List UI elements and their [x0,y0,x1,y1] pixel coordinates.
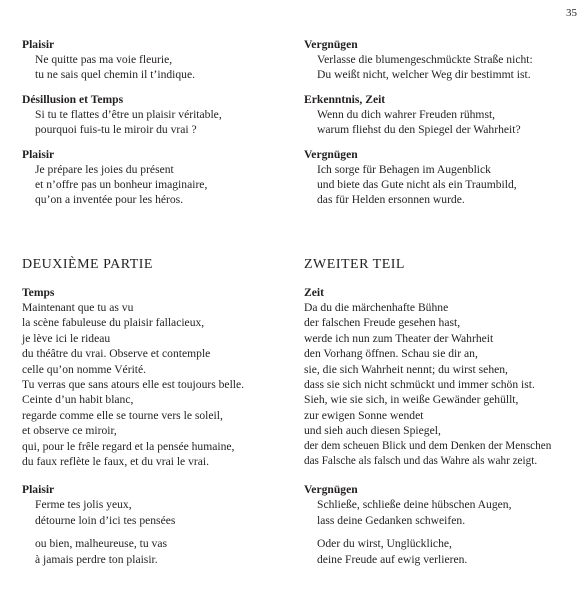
verse-line: ou bien, malheureuse, tu vas [35,537,168,551]
speaker-name: Plaisir [22,483,55,497]
verse [22,52,287,83]
verse-line: zur ewigen Sonne wendet [304,408,424,422]
dialogue-block [304,286,584,469]
speaker-name: Vergnügen [304,483,358,497]
verse-line: Ceinte d’un habit blanc, [22,393,134,407]
verse-line: Schließe, schließe deine hübschen Augen, [317,498,512,512]
verse-line: regarde comme elle se tourne vers le soleil, [22,408,223,422]
verse-line: und sieh auch diesen Spiegel, [304,424,441,438]
verse-line: je lève ici le rideau [22,331,111,345]
dialogue-block [22,483,287,567]
verse-line: sie, die sich Wahrheit nennt; du wirst sehen, [304,362,508,376]
verse-line: Ich sorge für Behagen im Augenblick [317,162,491,176]
verse-line: tu ne sais quel chemin il t’indique. [35,68,196,82]
speaker-name: Zeit [304,286,324,299]
verse-line: Du weißt nicht, welcher Weg dir bestimmt ist. [317,68,531,82]
bottom-left-column [22,286,287,577]
verse-line: Verlasse die blumengeschmückte Straße nicht: [317,53,533,66]
verse-line: Si tu te flattes d’être un plaisir véritable, [35,107,222,121]
bottom-right-column [304,286,584,577]
verse-line: Maintenant que tu as vu [22,301,134,314]
verse [22,107,287,138]
verse-line: werde ich nun zum Theater der Wahrheit [304,331,494,345]
speaker-name: Erkenntnis, Zeit [304,92,386,106]
top-right-column [304,38,569,218]
verse-line: pourquoi fuis-tu le miroir du vrai ? [35,123,197,137]
verse-line: celle qu’on nomme Vérité. [22,362,147,376]
speaker-name: Vergnügen [304,38,358,51]
dialogue-block [22,286,287,469]
verse-line: der falschen Freude gesehen hast, [304,316,461,330]
verse-line: et observe ce miroir, [22,424,117,438]
speaker-name: Plaisir [22,38,55,51]
speaker-name: Plaisir [22,147,55,161]
dialogue-block [22,93,287,138]
dialogue-block [304,93,569,138]
verse [22,162,287,208]
verse-line: Tu verras que sans atours elle est toujours belle. [22,378,245,392]
verse [304,300,584,469]
verse [304,52,569,83]
verse-line: warum fliehst du den Spiegel der Wahrheit? [317,123,521,137]
verse-line: la scène fabuleuse du plaisir fallacieux, [22,316,205,330]
verse-line: et n’offre pas un bonheur imaginaire, [35,178,208,192]
dialogue-block [22,148,287,208]
verse-line: Oder du wirst, Unglückliche, [317,537,452,551]
dialogue-block [304,148,569,208]
verse-line: qu’on a inventée pour les héros. [35,193,184,207]
part-title: DEUXIÈME PARTIE [22,257,153,272]
speaker-name: Désillusion et Temps [22,92,124,106]
verse [22,497,287,567]
verse-line: détourne loin d’ici tes pensées [35,513,176,527]
verse-line: der dem scheuen Blick und dem Denken der Menschen [304,439,552,452]
verse [304,497,584,567]
verse-line: den Vorhang öffnen. Schau sie dir an, [304,347,478,361]
verse-line: das für Helden ersonnen wurde. [317,193,465,207]
speaker-name: Temps [22,286,55,299]
verse-line: Ferme tes jolis yeux, [35,498,132,512]
verse-line: Ne quitte pas ma voie fleurie, [35,53,173,66]
verse-line: dass sie sich nicht schmückt und immer schön ist. [304,378,535,392]
verse [304,162,569,208]
verse [22,300,287,469]
verse-line: Da du die märchenhafte Bühne [304,301,449,314]
verse-line: und biete das Gute nicht als ein Traumbild, [317,178,517,192]
speaker-name: Vergnügen [304,147,358,161]
page-number: 35 [566,7,577,19]
dialogue-block [304,483,584,567]
part-title: ZWEITER TEIL [304,257,405,272]
verse-line: Je prépare les joies du présent [35,162,174,176]
verse-line: Wenn du dich wahrer Freuden rühmst, [317,107,496,121]
verse [304,107,569,138]
verse-line: deine Freude auf ewig verlieren. [317,552,468,566]
verse-line: qui, pour le frêle regard et la pensée humaine, [22,439,235,453]
verse-line: das Falsche als falsch und das Wahre als wahr zeigt. [304,455,538,468]
verse-line: du faux reflète le faux, et du vrai le vrai. [22,455,210,469]
verse-line: à jamais perdre ton plaisir. [35,552,158,566]
dialogue-block [304,38,569,83]
dialogue-block [22,38,287,83]
verse-line: Sieh, wie sie sich, in weiße Gewänder gehüllt, [304,393,519,407]
top-left-column [22,38,287,218]
verse-line: lass deine Gedanken schweifen. [317,513,466,527]
verse-line: du théâtre du vrai. Observe et contemple [22,347,211,361]
